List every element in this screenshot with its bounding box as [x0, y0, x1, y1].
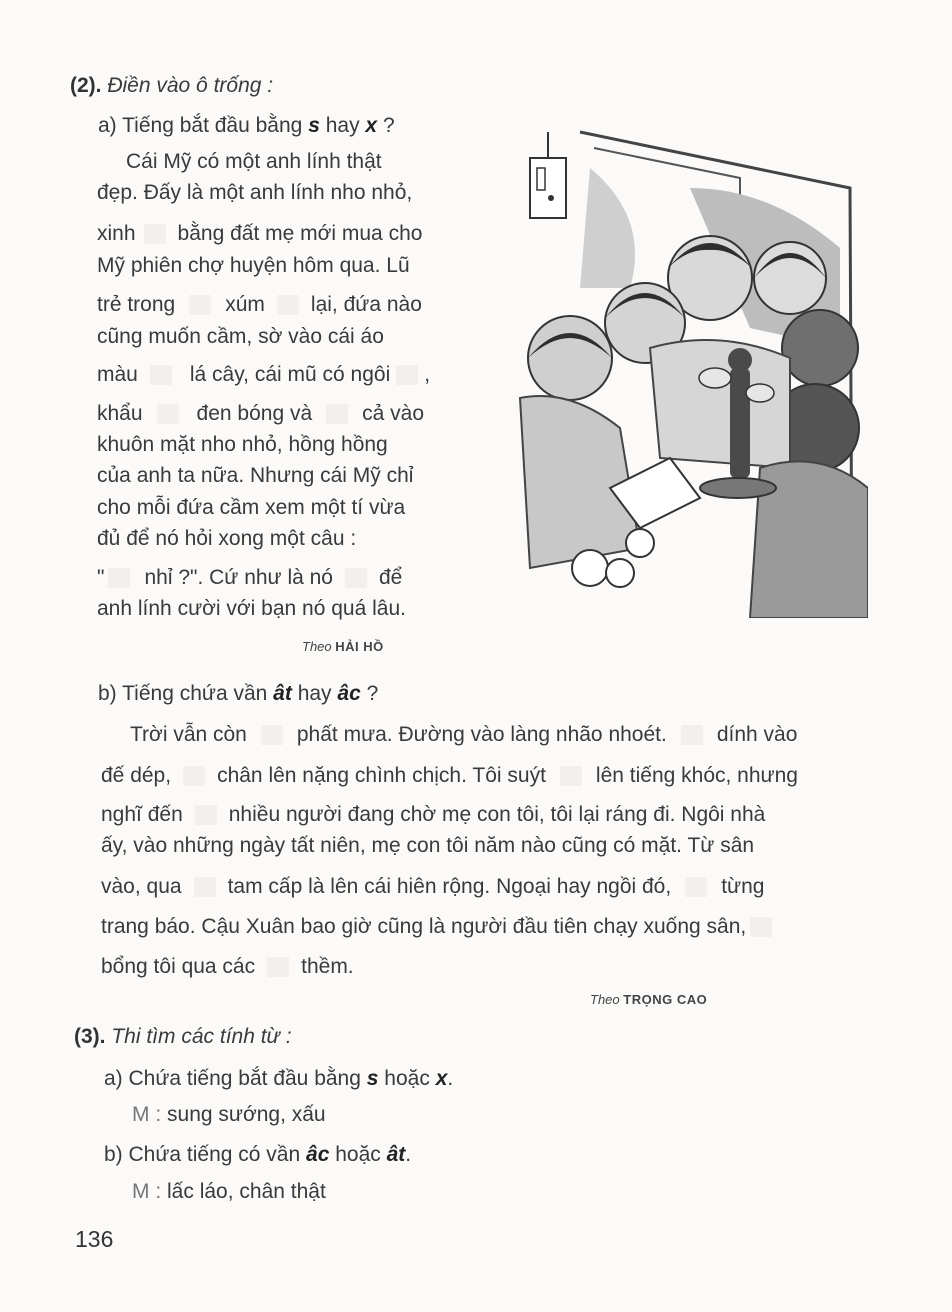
ex3-part-b: b) Chứa tiếng có vần âc hoặc ât.	[104, 1143, 412, 1166]
blank-box[interactable]	[261, 725, 283, 745]
blank-box[interactable]	[144, 224, 166, 244]
blank-box[interactable]	[277, 295, 299, 315]
passage-b-line: Trời vẫn còn phất mưa. Đường vào làng nhão nhoét. dính vào	[130, 723, 798, 746]
exercise-2-heading	[70, 74, 273, 98]
blank-box[interactable]	[326, 404, 348, 424]
passage-a-line: trẻ trong xúm lại, đứa nào	[97, 293, 422, 316]
passage-a-line: Mỹ phiên chợ huyện hôm qua. Lũ	[97, 254, 410, 277]
part-b-prompt: b) Tiếng chứa vần ât hay âc ?	[98, 682, 379, 705]
blank-box[interactable]	[189, 295, 211, 315]
passage-a-line: của anh ta nữa. Nhưng cái Mỹ chỉ	[97, 464, 414, 487]
blank-box[interactable]	[345, 568, 367, 588]
source-credit-a: Theo HẢI HỒ	[302, 639, 384, 654]
blank-box[interactable]	[750, 917, 772, 937]
children-with-toy-soldier-illustration	[490, 128, 868, 618]
exercise-2-title: Điền vào ô trống :	[107, 74, 274, 97]
passage-b-line: ấy, vào những ngày tất niên, mẹ con tôi năm nào cũng có mặt. Từ sân	[101, 834, 755, 857]
passage-a-line: màu lá cây, cái mũ có ngôi ,	[97, 363, 431, 386]
page-number: 136	[75, 1226, 114, 1252]
exercise-3-heading	[74, 1025, 292, 1049]
passage-b-line: nghĩ đến nhiều người đang chờ mẹ con tôi, tôi lại ráng đi. Ngôi nhà	[101, 803, 766, 826]
passage-a-line: " nhỉ ?". Cứ như là nó để	[97, 566, 403, 589]
blank-box[interactable]	[560, 766, 582, 786]
blank-box[interactable]	[157, 404, 179, 424]
ex3-part-a-example: M : sung sướng, xấu	[132, 1103, 326, 1126]
exercise-3-title: Thi tìm các tính từ :	[111, 1025, 292, 1048]
passage-a-line: xinh bằng đất mẹ mới mua cho	[97, 222, 423, 245]
passage-b-line: trang báo. Cậu Xuân bao giờ cũng là người đầu tiên chạy xuống sân,	[101, 916, 776, 937]
blank-box[interactable]	[267, 957, 289, 977]
ex3-part-b-example: M : lấc láo, chân thật	[132, 1180, 326, 1203]
blank-box[interactable]	[195, 805, 217, 825]
passage-b-line: đế dép, chân lên nặng chình chịch. Tôi suýt lên tiếng khóc, nhưng	[101, 764, 798, 787]
blank-box[interactable]	[108, 568, 130, 588]
ex3-part-a: a) Chứa tiếng bắt đầu bằng s hoặc x.	[104, 1067, 454, 1090]
passage-a-line: anh lính cười với bạn nó quá lâu.	[97, 597, 406, 620]
part-a-prompt: a) Tiếng bắt đầu bằng s hay x ?	[98, 114, 395, 137]
exercise-2-number: (2).	[70, 74, 102, 97]
blank-box[interactable]	[183, 766, 205, 786]
passage-a-line: đẹp. Đấy là một anh lính nho nhỏ,	[97, 181, 413, 204]
passage-a-line: cho mỗi đứa cầm xem một tí vừa	[97, 496, 406, 519]
blank-box[interactable]	[685, 877, 707, 897]
passage-b-line: bổng tôi qua các thềm.	[101, 955, 354, 978]
blank-box[interactable]	[396, 365, 418, 385]
passage-a-line: Cái Mỹ có một anh lính thật	[126, 150, 382, 173]
passage-a-line: khuôn mặt nho nhỏ, hồng hồng	[97, 433, 388, 456]
source-credit-b: Theo TRỌNG CAO	[590, 992, 708, 1007]
passage-a-line: đủ để nó hỏi xong một câu :	[97, 527, 357, 550]
exercise-3-number: (3).	[74, 1025, 106, 1048]
blank-box[interactable]	[150, 365, 172, 385]
passage-a-line: cũng muốn cầm, sờ vào cái áo	[97, 325, 384, 348]
blank-box[interactable]	[194, 877, 216, 897]
blank-box[interactable]	[681, 725, 703, 745]
passage-b-line: vào, qua tam cấp là lên cái hiên rộng. Ngoại hay ngồi đó, từng	[101, 875, 765, 898]
passage-a-line: khẩu đen bóng và cả vào	[97, 402, 425, 425]
